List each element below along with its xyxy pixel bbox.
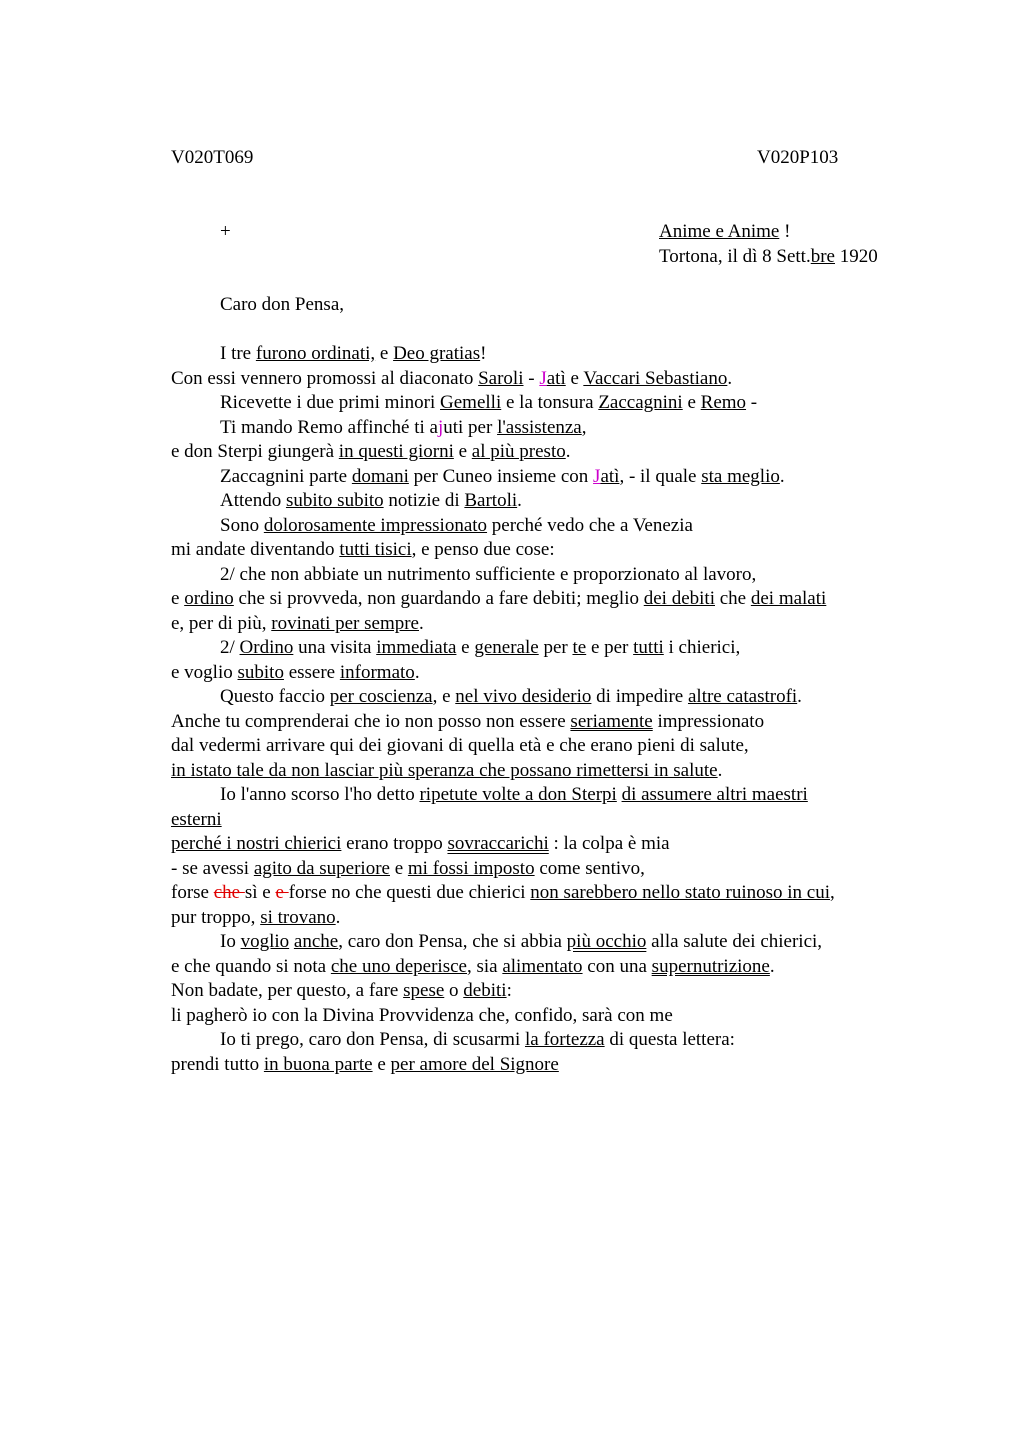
text-segment: o	[444, 980, 464, 1001]
text-segment: e	[389, 857, 408, 879]
text-line	[171, 979, 931, 1004]
underlined-text: sovraccarichi	[447, 833, 549, 854]
text-line	[171, 906, 931, 931]
text-segment: e, per di più,	[171, 612, 272, 634]
underlined-text: sta meglio	[701, 465, 780, 487]
text-segment: .	[797, 686, 802, 707]
underlined-text: te	[572, 637, 587, 658]
text-segment: 2/ che non abbiate un nutrimento sufficiente e proporzionato al lavoro,	[220, 563, 757, 585]
underlined-text: furono ordinati,	[255, 343, 376, 364]
text-line	[171, 759, 931, 784]
text-line	[171, 832, 931, 857]
text-segment: Zaccagnini parte	[220, 465, 352, 487]
text-segment: come sentivo,	[534, 857, 645, 879]
text-line	[171, 661, 931, 686]
underlined-text: esterni	[171, 808, 222, 830]
text-line	[171, 881, 931, 906]
underlined-text: Saroli	[478, 367, 524, 389]
text-segment: dal vedermi arrivare qui dei giovani di quella età e che erano pieni di salute,	[171, 735, 749, 756]
underlined-text: dolorosamente impressionato	[263, 514, 488, 536]
text-segment: .	[769, 955, 775, 977]
underlined-text: atì	[546, 367, 566, 389]
text-line	[171, 538, 931, 563]
underlined-text: tutti	[633, 637, 664, 658]
text-line	[171, 808, 931, 833]
text-line	[171, 930, 931, 955]
text-segment: , - il quale	[619, 465, 702, 487]
underlined-text: altre catastrofi	[687, 686, 798, 707]
text-line	[171, 440, 931, 465]
text-line	[171, 391, 931, 416]
underlined-text: si trovano	[260, 906, 336, 928]
underlined-text: atì	[600, 465, 620, 487]
text-segment: Con essi vennero promossi al diaconato	[171, 367, 479, 389]
text-line	[171, 955, 931, 980]
underlined-text: Gemelli	[440, 392, 502, 413]
underlined-text: anche	[293, 931, 339, 952]
text-segment: che si provveda, non guardando a fare debiti; meglio	[233, 588, 644, 609]
underlined-text: mi fossi imposto	[407, 857, 535, 879]
text-segment: essere	[283, 661, 340, 683]
text-segment: uti per	[443, 416, 498, 438]
text-segment: di impedire	[591, 686, 688, 707]
underlined-text: che uno deperisce	[330, 955, 467, 977]
text-segment: ,	[830, 882, 835, 903]
underlined-text: in buona parte	[263, 1053, 373, 1075]
underlined-text: J	[593, 465, 601, 487]
motto-line	[659, 220, 878, 245]
underlined-text: agito da superiore	[253, 857, 390, 879]
underlined-text: spese	[403, 980, 445, 1001]
struck-text: che	[213, 882, 245, 903]
text-segment: pur troppo,	[171, 906, 261, 928]
underlined-text: seriamente	[570, 710, 653, 732]
underlined-text: voglio	[240, 931, 290, 952]
text-line	[171, 342, 931, 367]
text-segment: .	[517, 490, 522, 511]
motto: Anime e Anime	[659, 221, 780, 242]
text-segment: impressionato	[652, 710, 765, 732]
text-segment: Io l'anno scorso l'ho detto	[220, 784, 420, 805]
text-segment: di questa lettera:	[604, 1029, 735, 1050]
text-segment: notizie di	[383, 490, 465, 511]
underlined-text: perché i nostri chierici	[171, 833, 342, 854]
date-month-suffix: bre	[810, 245, 835, 267]
text-segment: i chierici,	[663, 637, 741, 658]
underlined-text: informato	[339, 661, 415, 683]
underlined-text: la fortezza	[524, 1029, 605, 1050]
text-segment: erano troppo	[341, 833, 448, 854]
text-line	[171, 857, 931, 882]
underlined-text: alimentato	[502, 955, 583, 977]
text-line	[171, 710, 931, 735]
underlined-text: supernutrizione	[651, 955, 770, 977]
underlined-text: Zaccagnini	[598, 392, 683, 413]
text-segment: Non badate, per questo, a fare	[171, 980, 404, 1001]
text-segment: per	[538, 637, 573, 658]
text-segment: e	[456, 637, 475, 658]
text-line	[171, 734, 931, 759]
motto-exclamation: !	[779, 221, 791, 242]
text-line	[171, 416, 931, 441]
text-segment: alla salute dei chierici,	[646, 931, 823, 952]
underlined-text: per coscienza	[329, 686, 433, 707]
underlined-text: Vaccari Sebastiano	[583, 367, 728, 389]
underlined-text: in questi giorni	[338, 441, 454, 462]
text-segment: e	[453, 441, 472, 462]
underlined-text: dei debiti	[643, 588, 715, 609]
text-line	[171, 1053, 931, 1078]
document-code-right: V020P103	[757, 147, 839, 168]
text-line	[171, 1028, 931, 1053]
text-segment: : la colpa è mia	[548, 833, 670, 854]
underlined-text: J	[539, 367, 547, 389]
text-segment: , caro don Pensa, che si abbia	[338, 931, 567, 952]
text-segment: ,	[581, 416, 587, 438]
text-line	[171, 563, 931, 588]
text-segment: perché vedo che a Venezia	[487, 514, 693, 536]
text-segment: Ricevette i due primi minori	[220, 392, 441, 413]
text-segment: .	[717, 759, 723, 781]
text-segment: , e penso due cose:	[411, 539, 555, 560]
text-segment: e	[372, 1053, 391, 1075]
salutation: Caro don Pensa,	[220, 294, 345, 315]
text-segment: I tre	[220, 343, 256, 364]
text-segment: che	[714, 588, 751, 609]
underlined-text: subito subito	[285, 490, 384, 511]
underlined-text: Bartoli	[464, 490, 518, 511]
underlined-text: di assumere altri maestri	[621, 784, 808, 805]
text-segment: e	[171, 588, 185, 609]
struck-text: e	[275, 882, 289, 903]
letter-header	[659, 220, 878, 269]
underlined-text: per amore del Signore	[390, 1053, 559, 1075]
text-segment: -	[523, 367, 540, 389]
text-segment: e	[565, 367, 584, 389]
text-segment: Sono	[220, 514, 264, 536]
text-segment: !	[480, 343, 487, 364]
letter-body	[171, 293, 931, 1077]
text-segment: mi andate diventando	[171, 539, 340, 560]
underlined-text: ordino	[184, 588, 234, 609]
text-line	[171, 1004, 931, 1029]
text-segment: -	[746, 392, 758, 413]
text-segment: e	[682, 392, 701, 413]
text-segment: Anche tu comprenderai che io non posso non essere	[171, 710, 571, 732]
text-segment: .	[779, 465, 785, 487]
date-line	[659, 245, 878, 270]
text-segment: .	[419, 612, 424, 634]
text-segment: prendi tutto	[171, 1053, 264, 1075]
text-segment: .	[414, 661, 420, 683]
text-segment: - se avessi	[171, 857, 254, 879]
underlined-text: dei malati	[750, 588, 827, 609]
text-line	[171, 514, 931, 539]
text-line	[171, 636, 931, 661]
underlined-text: al più presto	[471, 441, 566, 462]
underlined-text: Remo	[700, 392, 747, 413]
text-segment: sì e	[244, 882, 276, 903]
text-line	[171, 489, 931, 514]
text-segment: .	[335, 906, 341, 928]
underlined-text: debiti	[463, 980, 507, 1001]
text-segment: Ti mando Remo affinché ti a	[220, 416, 438, 438]
text-segment: , sia	[466, 955, 503, 977]
underlined-text: non sarebbero nello stato ruinoso in cui	[530, 882, 831, 903]
cross-symbol: +	[220, 221, 231, 242]
underlined-text: Deo gratias	[393, 343, 481, 364]
text-segment: Questo faccio	[220, 686, 330, 707]
underlined-text: nel vivo desiderio	[455, 686, 592, 707]
text-segment: e don Sterpi giungerà	[171, 441, 339, 462]
text-segment: .	[565, 441, 571, 462]
date-place: Tortona, il dì 8 Sett.	[659, 245, 811, 267]
text-segment: e	[375, 343, 394, 364]
text-segment: Io ti prego, caro don Pensa, di scusarmi	[220, 1029, 525, 1050]
text-line	[171, 685, 931, 710]
underlined-text: più occhio	[566, 931, 647, 952]
text-segment: e per	[586, 637, 634, 658]
underlined-text: in istato tale da non lasciar più speranza che possano rimettersi in salute	[171, 759, 718, 781]
underlined-text: rovinati per sempre	[271, 612, 419, 634]
text-line	[171, 587, 931, 612]
text-segment: con una	[582, 955, 652, 977]
date-year: 1920	[834, 245, 878, 267]
text-segment: forse no che questi due chierici	[288, 882, 531, 903]
text-segment: , e	[432, 686, 456, 707]
text-segment: per Cuneo insieme con	[408, 465, 594, 487]
text-line	[171, 612, 931, 637]
text-line	[171, 465, 931, 490]
text-segment: e voglio	[171, 661, 238, 683]
underlined-text: domani	[351, 465, 409, 487]
text-segment: Attendo	[220, 490, 286, 511]
text-segment: :	[506, 980, 512, 1001]
underlined-text: subito	[237, 661, 284, 683]
text-segment: .	[727, 367, 733, 389]
underlined-text: tutti tisici	[339, 539, 412, 560]
document-code-left: V020T069	[171, 147, 254, 168]
text-line	[171, 367, 931, 392]
underlined-text: Ordino	[239, 637, 294, 658]
underlined-text: ripetute volte a don Sterpi	[419, 784, 617, 805]
underlined-text: generale	[474, 637, 539, 658]
text-segment: Io	[220, 931, 241, 952]
text-segment: li pagherò io con la Divina Provvidenza che, confido, sarà con me	[171, 1004, 673, 1026]
underlined-text: immediata	[376, 637, 457, 658]
text-segment: e che quando si nota	[171, 955, 331, 977]
text-segment: forse	[171, 882, 214, 903]
paragraph-gap	[171, 318, 931, 343]
text-line	[171, 783, 931, 808]
underlined-text: l'assistenza	[497, 416, 582, 438]
text-segment: una visita	[293, 637, 377, 658]
text-segment: e la tonsura	[501, 392, 599, 413]
underlined-text: j	[437, 416, 444, 438]
text-segment: 2/	[220, 637, 240, 658]
